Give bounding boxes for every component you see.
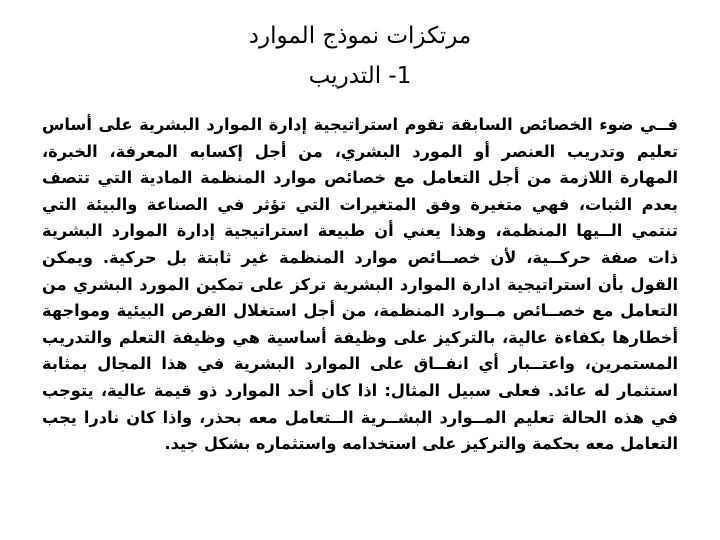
section-heading: 1- التدريب (308, 63, 412, 89)
slide-title: مرتكزات نموذج الموارد (248, 23, 472, 49)
body-paragraph: فــي ضوء الخصائص السابقة تقوم استراتيجية إدارة الموارد البشرية على أساس تعليم وتدريب العنصر أو المورد البشري، من أجل إكسابه المعرفة، الخبرة، المهارة اللازمة من أجل التعامل مع خصائص موارد المنظمة المادية التي تتصف بعدم الثبات، فهي متغيرة وفق المتغيرات التي تؤثر في الصناعة والبيئة التي تنتمي الــيها المنظمة، وهذا يعني أن طبيعة استراتيجية إدارة الموارد البشرية ذات صفة حركــية، لأن خصــائص موارد المنظمة غير ثابتة بل حركية. ويمكن القول بأن استراتيجية ادارة الموارد البشرية تركز على تمكين المورد البشري من التعامل مع خصــائص مــوارد المنظمة، من أجل استغلال الفرص البيئية ومواجهة أخطارها بكفاءة عالية، بالتركيز على وظيفة أساسية هي وظيفة التعلم والتدريب المستمرين، واعتــبار أي انفــاق على الموارد البشرية في هذا المجال بمثابة استثمار له عائد. فعلى سبيل المثال: اذا كان أحد الموارد ذو قيمة عالية، يتوجب في هذه الحالة تعليم المــوارد البشــرية الــتعامل معه بحذر، واذا كان نادرا يجب التعامل معه بحكمة والتركيز على استخدامه واستثماره بشكل جيد. (42, 115, 678, 454)
